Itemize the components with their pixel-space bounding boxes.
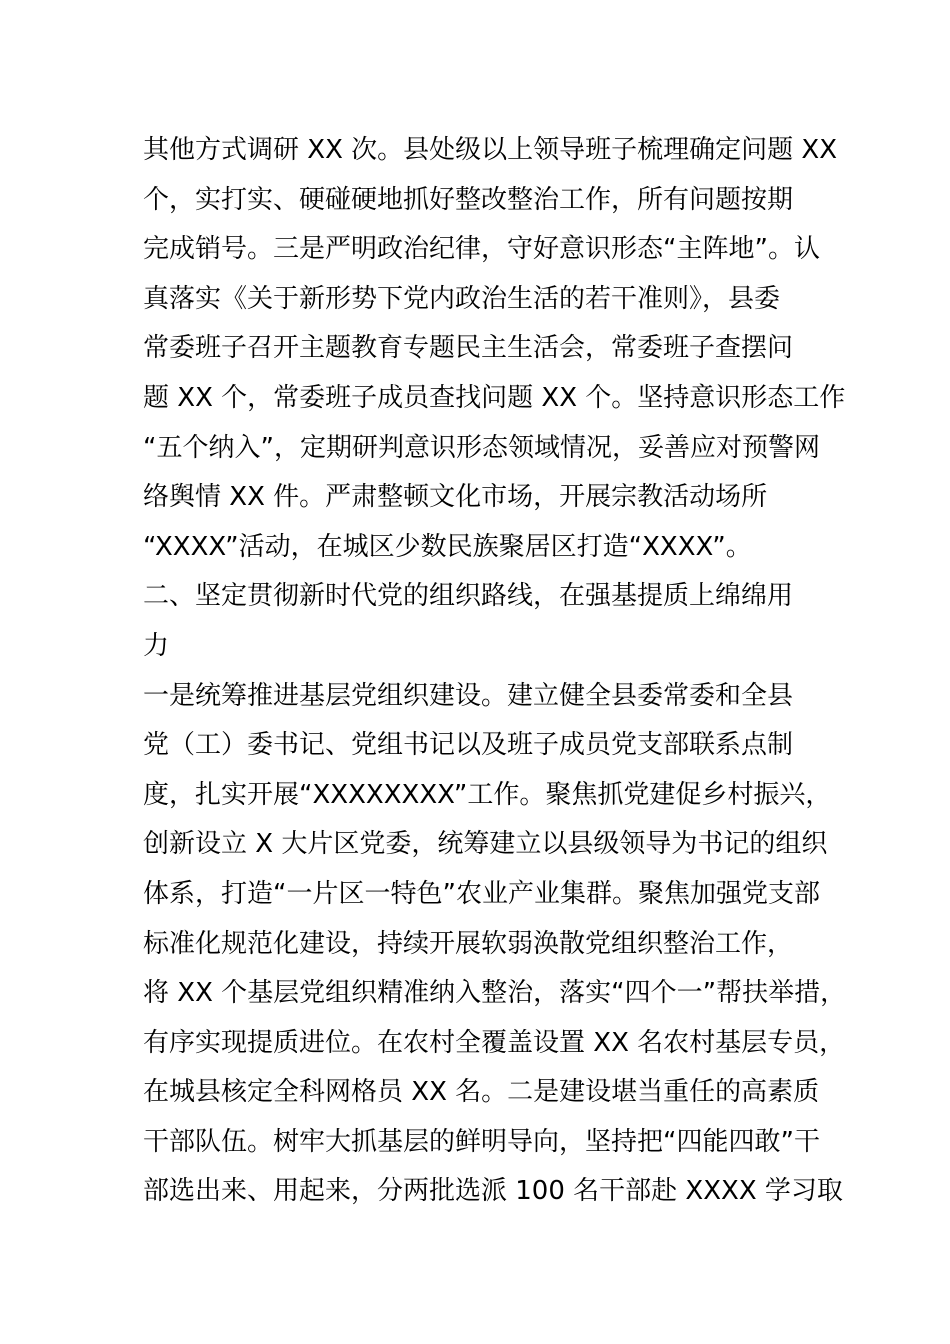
section-heading-line: 力 <box>143 630 170 661</box>
text-line: “五个纳入”，定期研判意识形态领域情况，妥善应对预警网 <box>143 432 820 463</box>
text-line: 络舆情 XX 件。严肃整顿文化市场，开展宗教活动场所 <box>143 482 768 513</box>
text-line: 完成销号。三是严明政治纪律，守好意识形态“主阵地”。认 <box>143 234 820 265</box>
text-line: 个，实打实、硬碰硬地抓好整改整治工作，所有问题按期 <box>143 184 794 215</box>
text-line: 常委班子召开主题教育专题民主生活会，常委班子查摆问 <box>143 333 794 364</box>
text-line: 有序实现提质进位。在农村全覆盖设置 XX 名农村基层专员， <box>143 1027 846 1058</box>
text-line: 部选出来、用起来，分两批选派 100 名干部赴 XXXX 学习取 <box>143 1176 843 1207</box>
text-line: 创新设立 X 大片区党委，统筹建立以县级领导为书记的组织 <box>143 829 828 860</box>
text-line: 其他方式调研 XX 次。县处级以上领导班子梳理确定问题 XX <box>143 135 838 165</box>
text-line: 体系，打造“一片区一特色”农业产业集群。聚焦加强党支部 <box>143 878 820 909</box>
text-line: 将 XX 个基层党组织精准纳入整治，落实“四个一”帮扶举措， <box>143 978 847 1009</box>
text-line: 干部队伍。树牢大抓基层的鲜明导向，坚持把“四能四敢”干 <box>143 1126 820 1157</box>
text-line: 一是统筹推进基层党组织建设。建立健全县委常委和全县 <box>143 680 794 711</box>
section-heading-line: 二、坚定贯彻新时代党的组织路线，在强基提质上绵绵用 <box>143 581 794 612</box>
text-line: 标准化规范化建设，持续开展软弱涣散党组织整治工作， <box>143 928 794 959</box>
text-line: 真落实《关于新形势下党内政治生活的若干准则》，县委 <box>143 283 781 314</box>
text-line: 党（工）委书记、党组书记以及班子成员党支部联系点制 <box>143 730 794 761</box>
text-line: 在城县核定全科网格员 XX 名。二是建设堪当重任的高素质 <box>143 1077 820 1108</box>
body-text <box>143 126 847 1217</box>
text-line: “XXXX”活动，在城区少数民族聚居区打造“XXXX”。 <box>143 531 752 562</box>
text-line: 题 XX 个，常委班子成员查找问题 XX 个。坚持意识形态工作 <box>143 382 846 413</box>
text-line: 度，扎实开展“XXXXXXXX”工作。聚焦抓党建促乡村振兴， <box>143 779 832 810</box>
